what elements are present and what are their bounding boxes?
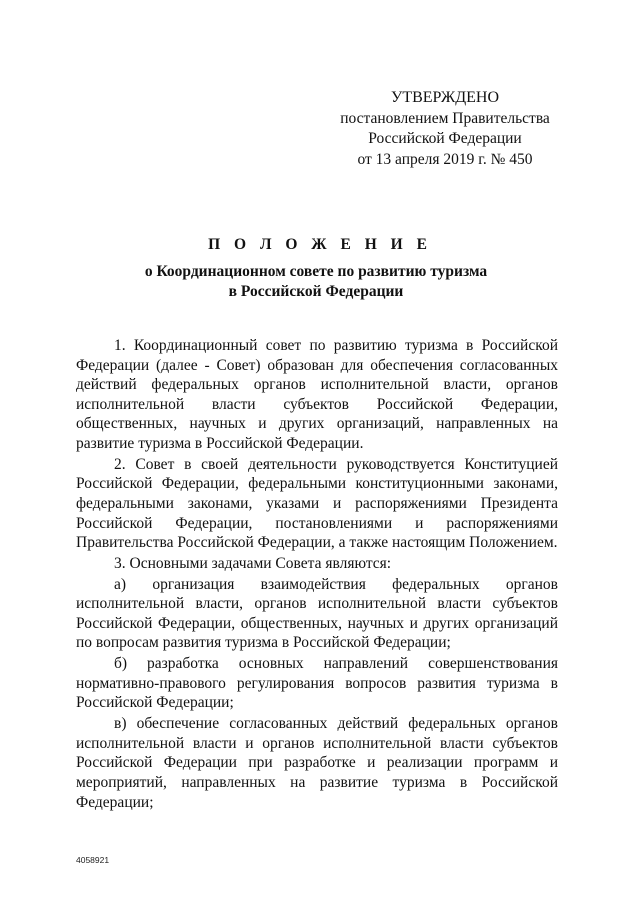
- document-subtitle-line-2: в Российской Федерации: [228, 283, 404, 300]
- document-title: П О Л О Ж Е Н И Е: [208, 236, 432, 253]
- document-subtitle: [120, 262, 512, 302]
- paragraph-3b: б) разработка основных направлений совершенствования нормативно-правового регулирования вопросов развития туризма в Российской Федерации;: [76, 655, 558, 712]
- document-body: [76, 336, 558, 813]
- approval-heading: УТВЕРЖДЕНО: [390, 89, 499, 106]
- paragraph-3: 3. Основными задачами Совета являются:: [114, 554, 392, 572]
- paragraph-3c: в) обеспечение согласованных действий федеральных органов исполнительной власти и органов исполнительной власти субъектов Российской Федерации при разработке и реализации программ и мероприятий, направленных на развитие туризма в Российской Федерации;: [76, 715, 558, 811]
- approval-stamp: [330, 88, 560, 170]
- document-subtitle-line-1: о Координационном совете по развитию туризма: [144, 263, 488, 280]
- paragraph-1: 1. Координационный совет по развитию туризма в Российской Федерации (далее - Совет) образован для обеспечения согласованных действий федеральных органов исполнительной власти, органов исполнительной власти субъектов Российской Федерации, общественных, научных и других организаций, направленных на развитие туризма в Российской Федерации.: [76, 337, 558, 452]
- approval-line-2: Российской Федерации: [368, 130, 522, 147]
- approval-line-3: от 13 апреля 2019 г. № 450: [357, 150, 533, 168]
- paragraph-3a: а) организация взаимодействия федеральных органов исполнительной власти, органов исполнительной власти субъектов Российской Федерации, общественных, научных и других организаций по вопросам развития туризма в Российской Федерации;: [76, 575, 558, 652]
- footer-document-code: 4058921: [76, 855, 110, 865]
- paragraph-2: 2. Совет в своей деятельности руководствуется Конституцией Российской Федерации, федеральными конституционными законами, федеральными законами, указами и распоряжениями Президента Российской Федерации, постановлениями и распоряжениями Правительства Российской Федерации, а также настоящим Положением.: [76, 455, 558, 552]
- approval-line-1: постановлением Правительства: [340, 109, 550, 127]
